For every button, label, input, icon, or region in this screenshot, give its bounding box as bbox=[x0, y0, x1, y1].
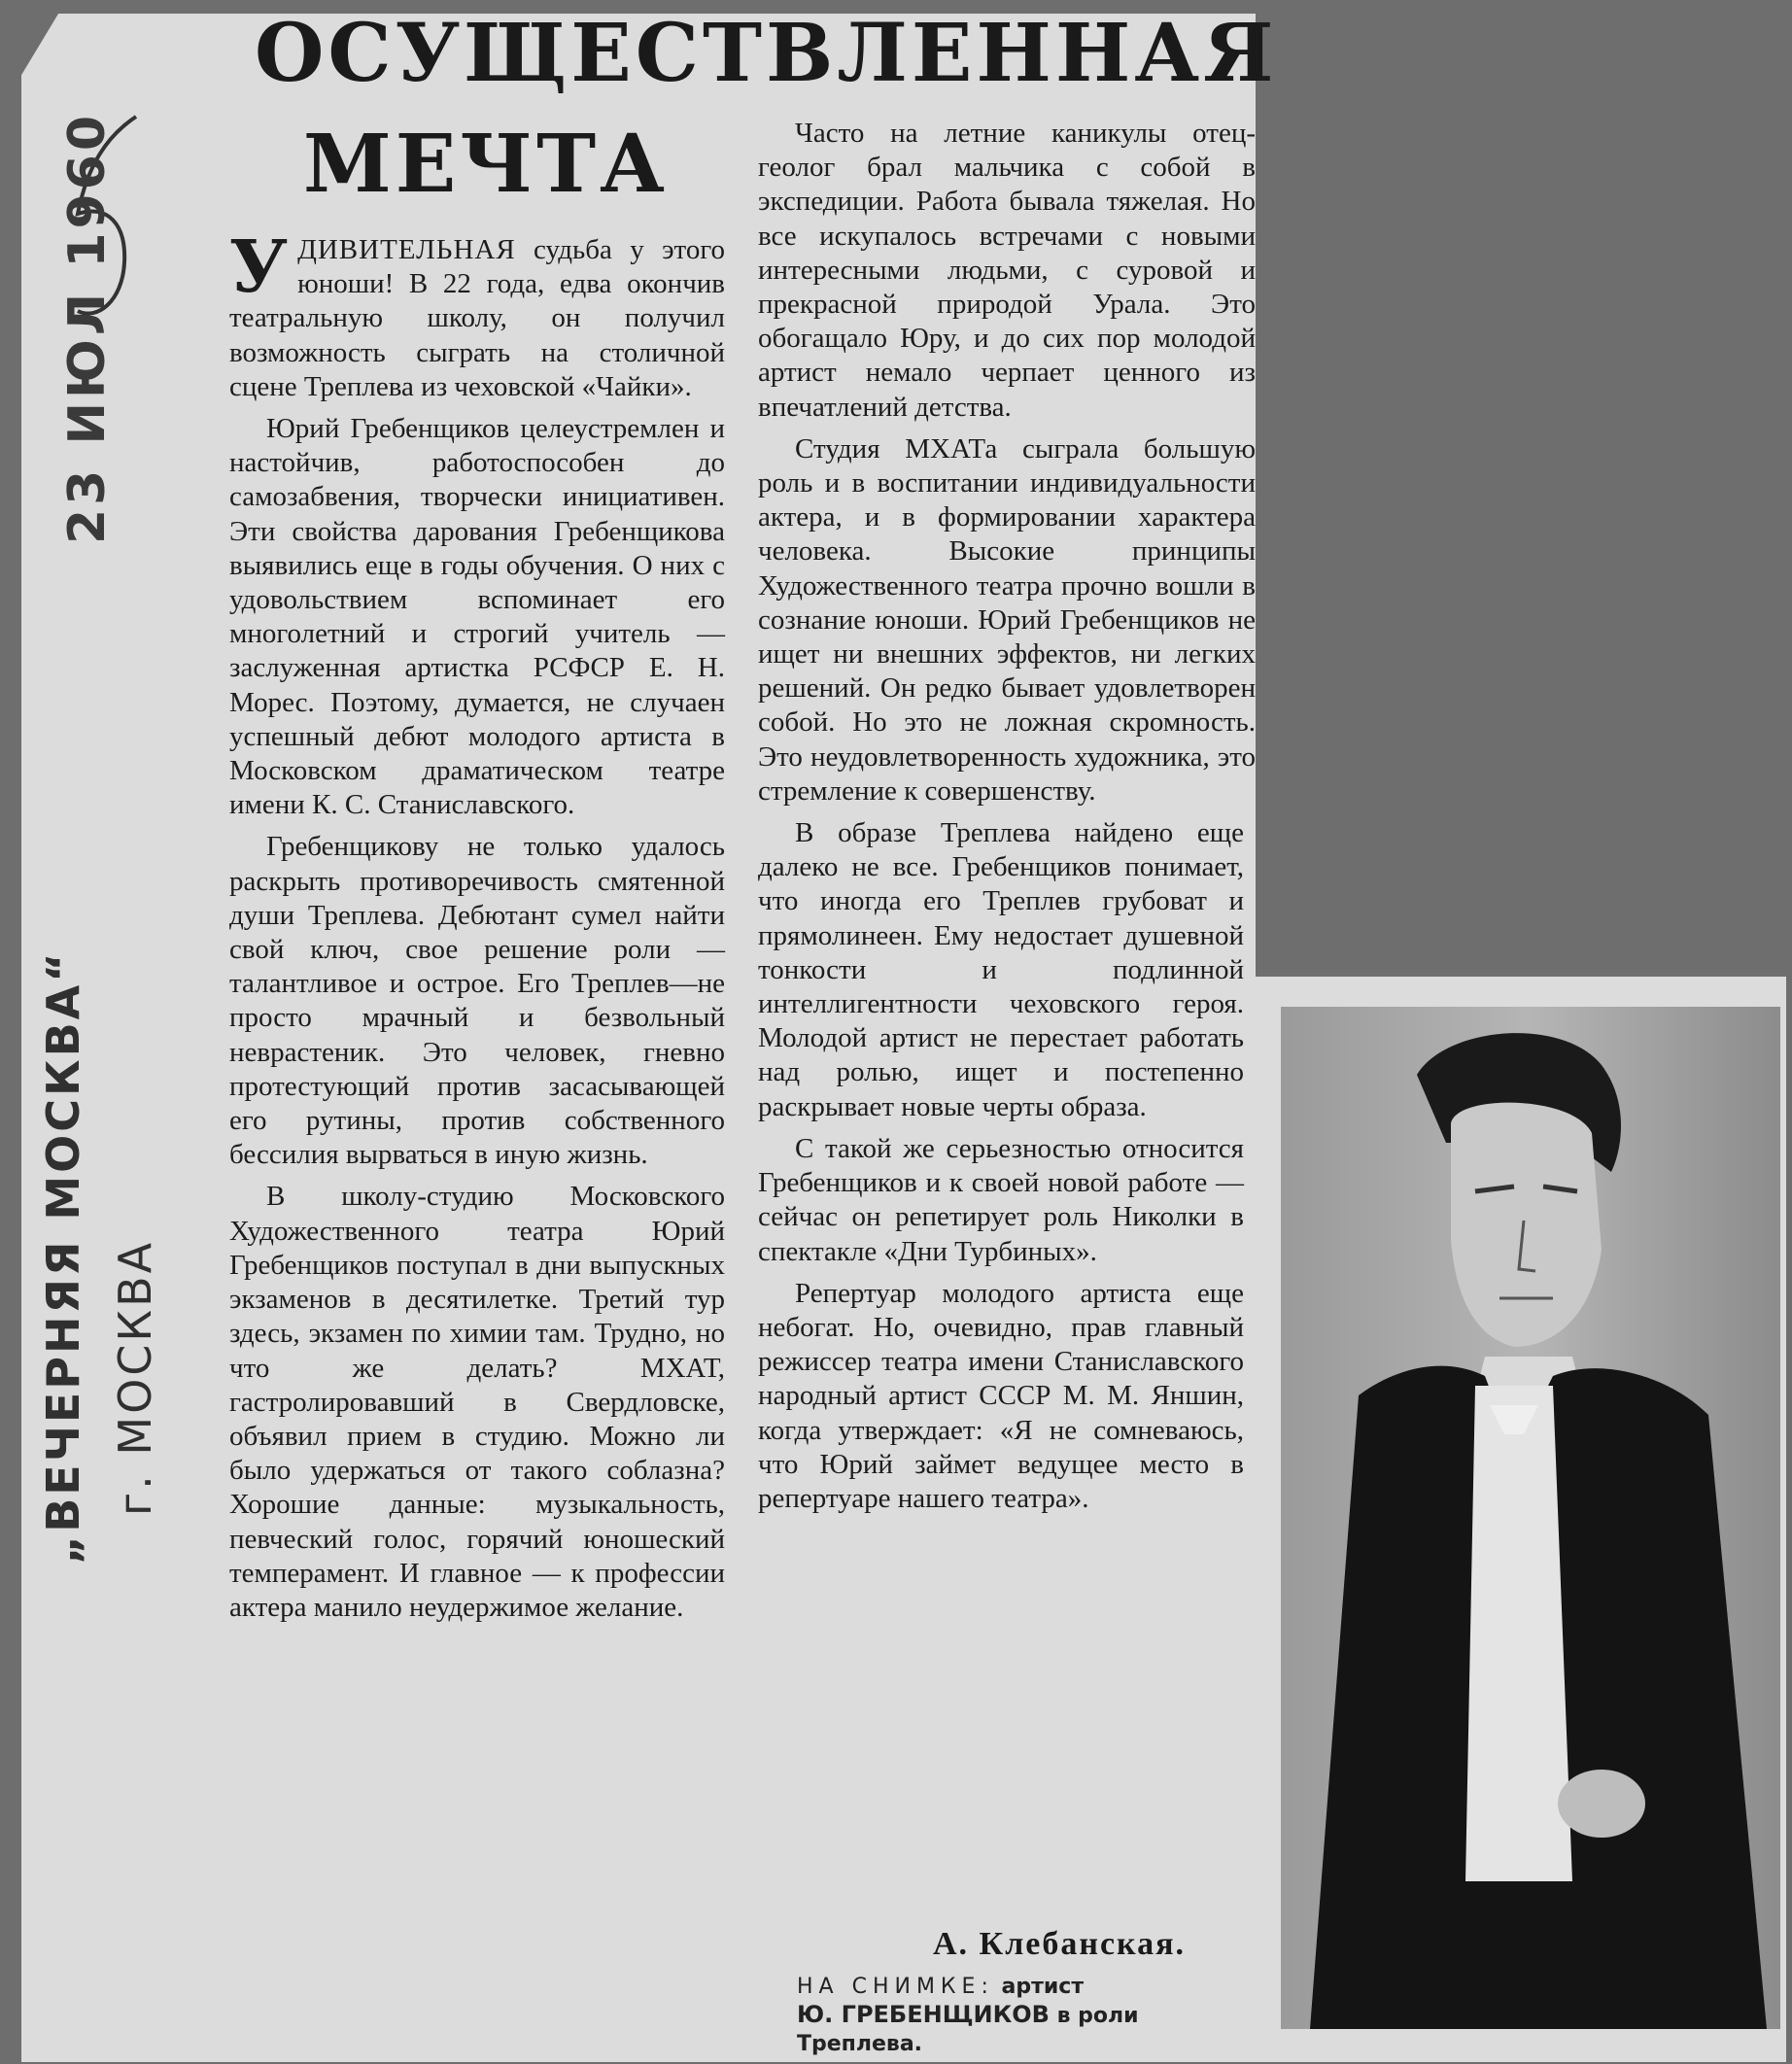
newspaper-stamp: „ВЕЧЕРНЯЯ МОСКВА“ bbox=[37, 949, 89, 1565]
photo-caption bbox=[797, 1973, 1224, 2058]
dropcap: У bbox=[229, 225, 289, 309]
author-signature: А. Клебанская. bbox=[933, 1926, 1187, 1962]
paragraph: Студия МХАТа сыграла большую роль и в воспитании индивидуальности актера, и в формировании характера человека. Высокие принципы Художественного театра прочно вошли в сознание юноши. Юрий Гребенщиков не ищет ни внешних эффектов, ни легких решений. Он редко бывает удовлетворен собой. Но это не ложная скромность. Это неудовлетворенность художника, это стремление к совершенству. bbox=[758, 432, 1256, 807]
paragraph: В образе Треплева найдено еще далеко не все. Гребенщиков понимает, что иногда его Треплев грубоват и прямолинеен. Ему недостает душевной тонкости и подлинной интеллигентности чеховского героя. Молодой артист не перестает работать над ролью, ищет и постепенно раскрывает новые черты образа. bbox=[758, 817, 1244, 1122]
caption-prefix: НА СНИМКЕ: bbox=[797, 1975, 994, 1999]
paragraph: Юрий Гребенщиков целеустремлен и настойчив, работоспособен до самозабвения, творчески инициативен. Эти свойства дарования Гребенщикова выявились еще в годы обучения. О них с удовольствием вспоминает его многолетний и строгий учитель — заслуженная артистка РСФСР Е. Н. Морес. Поэтому, думается, не случаен успешный дебют молодого артиста в Московском драматическом театре имени К. С. Станиславского. bbox=[229, 413, 725, 821]
paragraph: Часто на летние каникулы отец-геолог брал мальчика с собой в экспедиции. Работа бывала тяжелая. Но все искупалось встречами с новыми интересными людьми, с суровой и прекрасной природой Урала. Это обогащало Юру, и до сих пор молодой артист немало черпает ценного из впечатлений детства. bbox=[758, 118, 1256, 423]
lead-caps: ДИВИТЕЛЬНАЯ bbox=[297, 234, 516, 265]
caption-name: Ю. ГРЕБЕНЩИКОВ bbox=[797, 2001, 1050, 2028]
paragraph: Репертуар молодого артиста еще небогат. Но, очевидно, прав главный режиссер театра имени Станиславского народный артист СССР М. М. Яншин, когда утверждает: «Я не сомневаюсь, что Юрий займет ведущее место в репертуаре нашего театра». bbox=[758, 1277, 1244, 1514]
lead-text: судьба у этого юноши! В 22 года, едва окончив театральную школу, он получил возможность сыграть на столичной сцене Треплева из чеховской «Чайки». bbox=[229, 234, 725, 402]
caption-suffix: в роли Треплева. bbox=[797, 2004, 1139, 2056]
paragraph: В школу-студию Московского Художественного театра Юрий Гребенщиков поступал в дни выпускных экзаменов в десятилетке. Третий тур здесь, экзамен по химии там. Трудно, но что же делать? МХАТ, гастролировавший в Свердловске, объявил прием в студию. Можно ли было удержаться от такого соблазна? Хорошие данные: музыкальность, певческий голос, горячий юношеский темперамент. И главное — к профессии актера манило неудержимое желание. bbox=[229, 1181, 725, 1623]
actor-portrait-image bbox=[1281, 1007, 1780, 2029]
headline-line-2: МЕЧТА bbox=[303, 118, 669, 211]
date-stamp: 23 ИЮЛ 1960 bbox=[58, 111, 117, 544]
caption-role-word: артист bbox=[1001, 1975, 1085, 1999]
headline-line-1: ОСУЩЕСТВЛЕННАЯ bbox=[255, 7, 1278, 100]
city-stamp: г. МОСКВА bbox=[109, 1239, 161, 1516]
article-left-column bbox=[229, 225, 725, 1633]
article-right-column bbox=[758, 117, 1256, 1524]
actor-photo bbox=[1281, 1007, 1780, 2029]
paragraph: Гребенщикову не только удалось раскрыть противоречивость смятенной души Треплева. Дебютант сумел найти свой ключ, свое решение роли — талантливое и острое. Его Треплев—не просто мрачный и безвольный неврастеник. Это человек, гневно протестующий против засасывающей его рутины, против собственного бессилия вырваться в иную жизнь. bbox=[229, 831, 725, 1171]
paragraph: С такой же серьезностью относится Гребенщиков и к своей новой работе — сейчас он репетирует роль Николки в спектакле «Дни Турбиных». bbox=[758, 1132, 1244, 1267]
lead-paragraph bbox=[229, 225, 725, 404]
